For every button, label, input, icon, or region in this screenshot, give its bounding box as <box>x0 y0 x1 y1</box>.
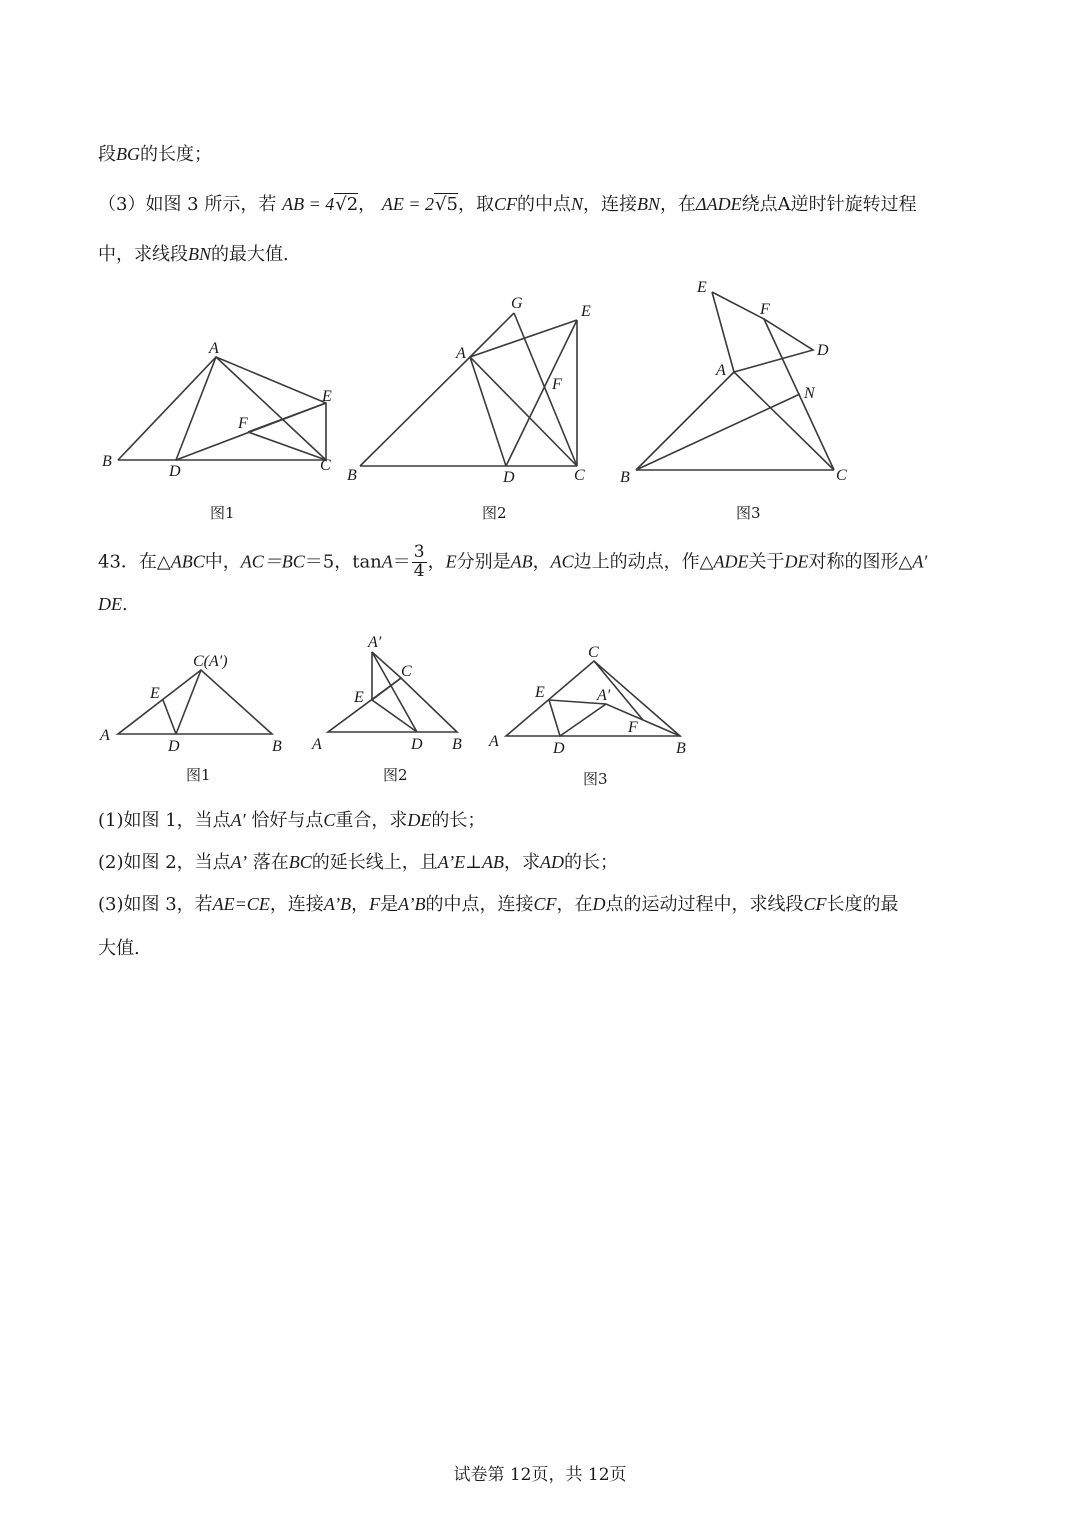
f1-label-A: A <box>209 340 219 357</box>
f3-label-A: A <box>716 362 726 379</box>
g3-label-A1: A′ <box>597 687 611 704</box>
q43-caption-2: 图2 <box>383 766 408 784</box>
g3-label-C: C <box>588 644 599 661</box>
q43-sub2: (2)如图 2，当点A’ 落在BC的延长线上，且A’E⊥AB，求AD的长； <box>98 852 619 873</box>
f3-label-C: C <box>836 467 847 484</box>
f3-label-F: F <box>760 301 770 318</box>
q43-figure-3 <box>488 644 686 788</box>
f2-label-F: F <box>552 376 562 393</box>
f1-label-D: D <box>169 463 181 480</box>
f2-label-A: A <box>456 345 466 362</box>
f3-label-N: N <box>804 385 815 402</box>
g2-label-B: B <box>452 736 462 753</box>
g2-label-C: C <box>401 663 412 680</box>
f3-label-D: D <box>817 342 829 359</box>
f1-label-C: C <box>320 457 331 474</box>
f3-label-B: B <box>620 469 630 486</box>
q42-caption-2: 图2 <box>482 504 507 522</box>
g1-label-E: E <box>150 685 160 702</box>
f1-label-B: B <box>102 453 112 470</box>
g1-label-B: B <box>272 738 282 755</box>
q43-sub3: (3)如图 3，若AE=CE，连接A’B，F是A’B的中点，连接CF，在D点的运动过程中，求线段CF长度的最 <box>98 894 899 915</box>
q43-caption-3: 图3 <box>583 770 608 788</box>
q43-stem-cont: DE. <box>98 594 128 615</box>
q42-part3-cont: 中，求线段BN的最大值. <box>98 244 289 265</box>
f2-label-B: B <box>347 467 357 484</box>
q43-figure-1 <box>99 653 282 784</box>
q43-sub1: (1)如图 1，当点A′ 恰好与点C重合，求DE的长； <box>98 810 486 831</box>
g3-label-F: F <box>628 719 638 736</box>
g1-label-A: A <box>100 727 110 744</box>
f2-label-E: E <box>581 303 591 320</box>
g1-label-D: D <box>168 738 180 755</box>
g1-label-CA: C(A′) <box>193 653 228 670</box>
g2-label-A: A <box>312 736 322 753</box>
f3-label-E: E <box>697 279 707 296</box>
q43-caption-1: 图1 <box>186 766 211 784</box>
q42-continuation: 段BG的长度； <box>98 144 212 165</box>
page-footer: 试卷第 12页，共 12页 <box>453 1465 627 1485</box>
f2-label-D: D <box>503 469 515 486</box>
q43-figure-2 <box>311 634 462 784</box>
g2-label-A1: A′ <box>368 634 382 651</box>
g3-label-D: D <box>553 740 565 757</box>
g2-label-D: D <box>411 736 423 753</box>
f2-label-C: C <box>574 467 585 484</box>
f2-label-G: G <box>511 295 523 312</box>
f1-label-E: E <box>322 388 332 405</box>
g3-label-B: B <box>676 740 686 757</box>
q42-caption-3: 图3 <box>736 504 761 522</box>
fraction-3-4: $\frac{3}{4}$ <box>413 542 425 581</box>
q42-part3: （3）如图 3 所示，若 AB = 4√2， AE = 2√5，取CF的中点N，连接BN，在ΔADE绕点A逆时针旋转过程 <box>98 194 917 215</box>
sqrt-5: √5 <box>435 194 458 215</box>
g3-label-A: A <box>489 733 499 750</box>
q42-caption-1: 图1 <box>210 504 235 522</box>
q43-stem: 43．在△ABC中，AC＝BC＝5，tanA＝ $\frac{3}{4}$ ，E分别是AB，AC边上的动点，作△ADE关于DE对称的图形△A′ <box>98 542 928 581</box>
g2-label-E: E <box>354 689 364 706</box>
sqrt-2: √2 <box>335 194 359 215</box>
q43-sub3-cont: 大值. <box>98 938 140 959</box>
g3-label-E: E <box>535 684 545 701</box>
f1-label-F: F <box>238 415 248 432</box>
